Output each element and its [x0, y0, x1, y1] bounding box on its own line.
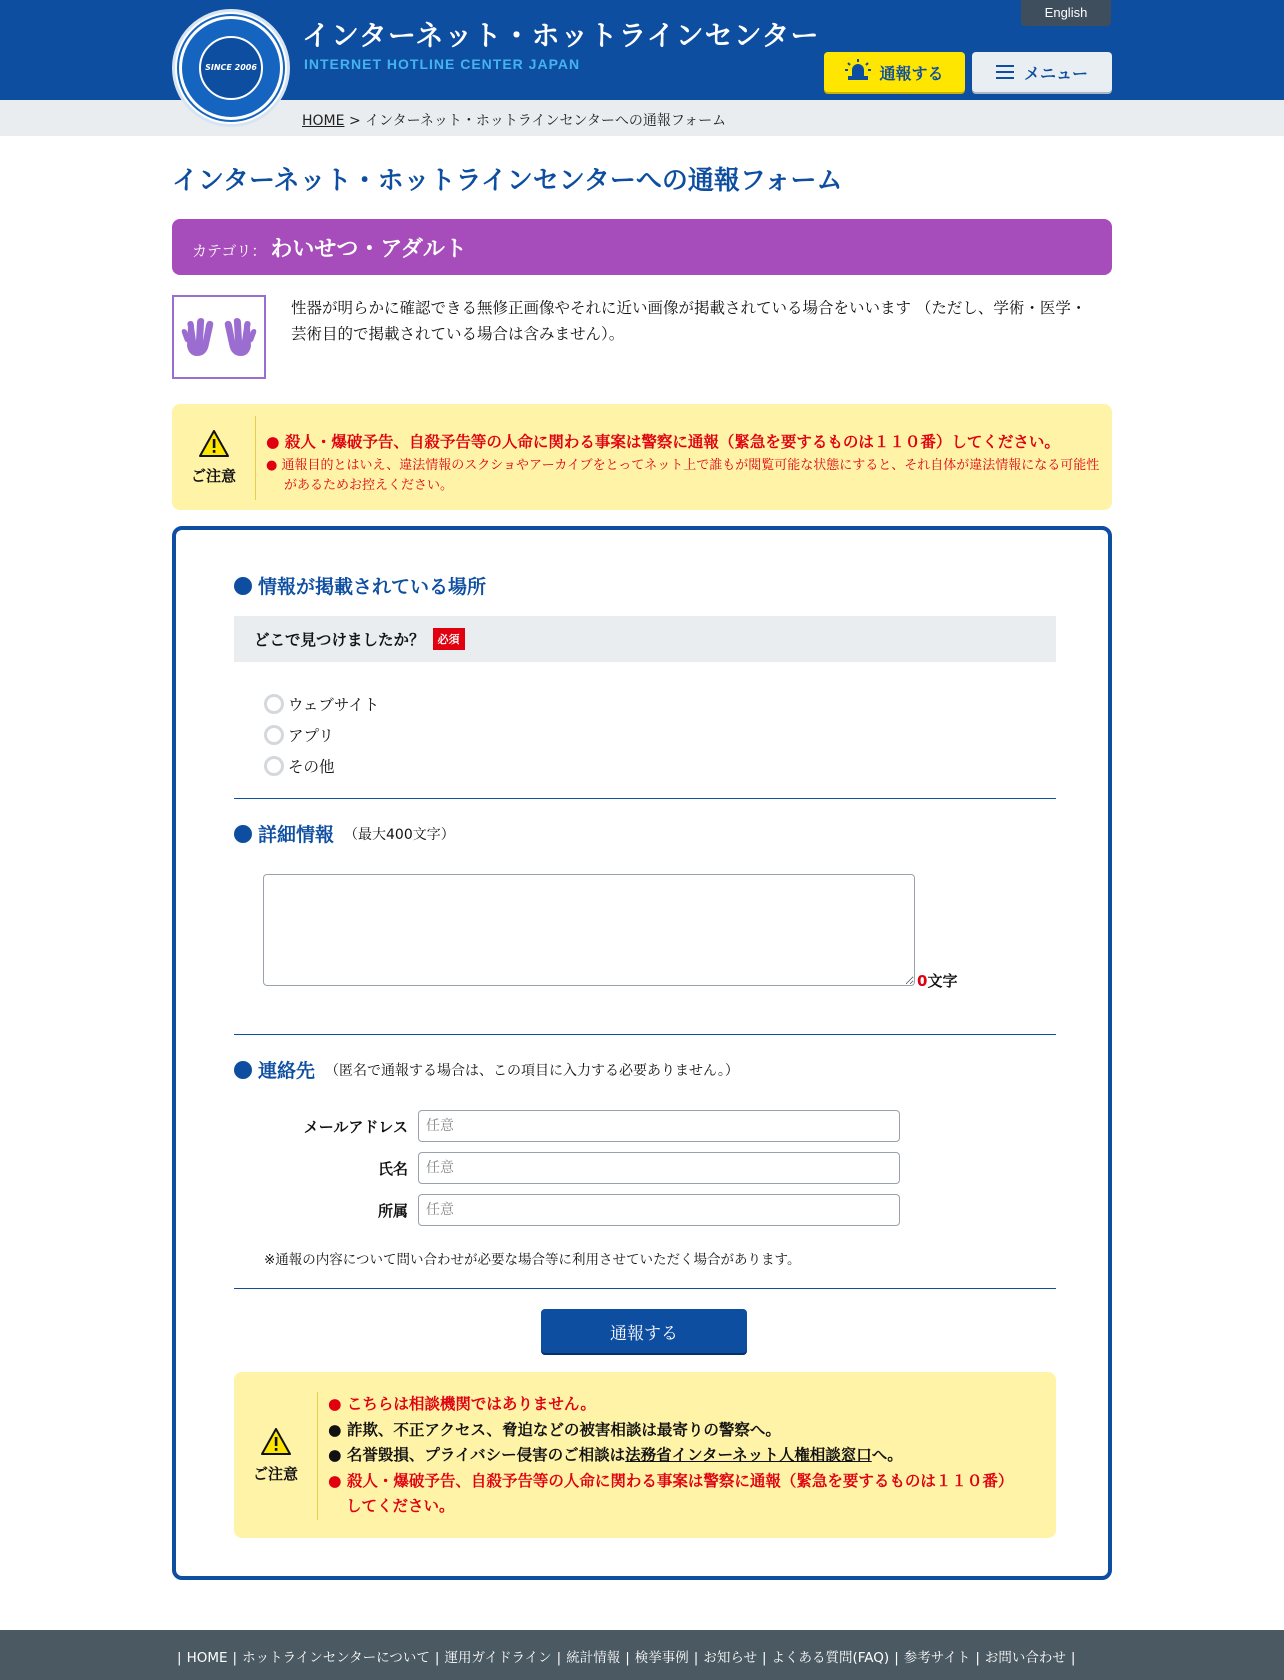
affiliation-row	[286, 1194, 900, 1226]
hamburger-icon	[996, 65, 1014, 79]
question-bar	[234, 616, 1056, 662]
detail-note: （最大400文字）	[344, 826, 455, 843]
footer-link-faq[interactable]: よくある質問(FAQ)	[771, 1650, 890, 1666]
detail-textarea[interactable]	[263, 874, 915, 986]
footer-links: | HOME | ホットラインセンターについて | 運用ガイドライン | 統計情報 | 検挙事例 | お知らせ | よくある質問(FAQ) | 参考サイト | お問い合わせ |	[177, 1650, 1076, 1666]
report-form	[172, 526, 1112, 1580]
name-field[interactable]	[418, 1152, 900, 1184]
char-unit: 文字	[927, 972, 958, 990]
caution-bottom-lines	[328, 1392, 1018, 1520]
footer-link-news[interactable]: お知らせ	[703, 1650, 757, 1666]
location-heading-text: 情報が掲載されている場所	[258, 576, 487, 598]
contact-note: （匿名で通報する場合は、この項目に入力する必要ありません。）	[325, 1062, 739, 1079]
header-report-label: 通報する	[879, 63, 944, 83]
header-report-button[interactable]	[824, 52, 965, 92]
radio-other[interactable]	[264, 750, 379, 781]
location-radio-group	[264, 688, 379, 781]
radio-circle[interactable]	[264, 725, 284, 745]
footer-link-contact[interactable]: お問い合わせ	[984, 1650, 1066, 1666]
caution-line-police: ● 殺人・爆破予告、自殺予告等の人命に関わる事案は警察に通報（緊急を要するものは１１０番）してください。	[266, 433, 1060, 451]
name-row	[286, 1152, 900, 1184]
name-label: 氏名	[377, 1159, 408, 1178]
caution-label-text: ご注意	[252, 1465, 298, 1483]
radio-label: アプリ	[288, 726, 334, 745]
menu-label: メニュー	[1023, 63, 1088, 83]
breadcrumb-separator: >	[348, 113, 361, 129]
caution-defamation-pre: ● 名誉毀損、プライバシー侵害のご相談は	[328, 1446, 626, 1465]
site-subtitle: INTERNET HOTLINE CENTER JAPAN	[304, 56, 581, 72]
bullet-icon	[234, 825, 252, 843]
question-text: どこで見つけましたか？	[254, 631, 425, 649]
submit-button[interactable]: 通報する	[541, 1309, 747, 1353]
contact-heading-text: 連絡先	[258, 1060, 316, 1082]
radio-website[interactable]	[264, 688, 379, 719]
section-divider	[234, 1034, 1056, 1035]
footer-link-about[interactable]: ホットラインセンターについて	[242, 1650, 430, 1666]
page-title: インターネット・ホットラインセンターへの通報フォーム	[172, 166, 843, 196]
site-logo[interactable]	[172, 9, 290, 127]
contact-heading	[234, 1056, 739, 1083]
bullet-icon	[234, 577, 252, 595]
caution-fraud-police: ● 詐欺、不正アクセス、脅迫などの被害相談は最寄りの警察へ。	[328, 1420, 781, 1439]
caution-box-bottom	[234, 1372, 1056, 1538]
affiliation-field[interactable]	[418, 1194, 900, 1226]
caution-box-top	[172, 404, 1112, 510]
category-bar	[172, 219, 1112, 275]
radio-label: その他	[288, 757, 335, 776]
warning-icon	[199, 430, 229, 461]
breadcrumb-current: インターネット・ホットラインセンターへの通報フォーム	[365, 113, 727, 129]
human-rights-link[interactable]: 法務省インターネット人権相談窓口	[625, 1446, 872, 1465]
logo-ring-text: SINCE 2006	[199, 36, 263, 100]
email-field[interactable]	[418, 1110, 900, 1142]
char-counter	[917, 970, 957, 991]
english-link[interactable]: English	[1021, 0, 1111, 26]
caution-label	[234, 1392, 318, 1520]
caution-not-consult: ● こちらは相談機関ではありません。	[328, 1395, 596, 1413]
logo-emblem	[179, 16, 283, 120]
caution-lines	[266, 430, 1102, 496]
breadcrumb	[302, 110, 726, 130]
category-label: カテゴリ：	[192, 241, 267, 260]
hands-icon	[172, 295, 266, 379]
footer-link-home[interactable]: HOME	[186, 1650, 228, 1666]
bullet-icon	[234, 1061, 252, 1079]
site-footer	[0, 1630, 1284, 1680]
email-row	[286, 1110, 900, 1142]
radio-label: ウェブサイト	[288, 695, 380, 714]
radio-circle[interactable]	[264, 694, 284, 714]
affiliation-label: 所属	[377, 1201, 408, 1220]
email-label: メールアドレス	[303, 1117, 408, 1136]
category-value: わいせつ・アダルト	[270, 236, 467, 262]
siren-icon	[845, 59, 871, 85]
detail-heading-text: 詳細情報	[258, 824, 335, 846]
footer-link-reference[interactable]: 参考サイト	[903, 1650, 971, 1666]
inquiry-note: ※通報の内容について問い合わせが必要な場合等に利用させていただく場合があります。	[264, 1252, 801, 1268]
caution-defamation-post: へ。	[871, 1446, 903, 1465]
char-count: 0	[917, 972, 928, 990]
breadcrumb-home-link[interactable]: HOME	[302, 113, 345, 129]
caution-label	[172, 416, 256, 500]
menu-button[interactable]	[972, 52, 1112, 92]
section-divider	[234, 1288, 1056, 1289]
caution-label-text: ご注意	[190, 467, 236, 485]
footer-link-cases[interactable]: 検挙事例	[634, 1650, 689, 1666]
site-title[interactable]: インターネット・ホットラインセンター	[302, 19, 820, 52]
category-description: 性器が明らかに確認できる無修正画像やそれに近い画像が掲載されている場合をいいます （ただし、学術・医学・芸術目的で掲載されている場合は含みません）。	[291, 299, 1087, 344]
section-divider	[234, 798, 1056, 799]
warning-icon	[261, 1428, 291, 1459]
footer-link-stats[interactable]: 統計情報	[566, 1650, 621, 1666]
caution-emergency: ● 殺人・爆破予告、自殺予告等の人命に関わる事案は警察に通報（緊急を要するものは１１０番）してください。	[328, 1471, 1014, 1516]
location-heading	[234, 572, 486, 599]
detail-heading	[234, 820, 455, 847]
caution-line-screenshot: ● 通報目的とはいえ、違法情報のスクショやアーカイブをとってネット上で誰もが閲覧可能な状態にすると、それ自体が違法情報になる可能性があるためお控えください。	[266, 458, 1100, 494]
radio-app[interactable]	[264, 719, 379, 750]
required-badge: 必須	[433, 628, 465, 650]
radio-circle[interactable]	[264, 756, 284, 776]
caution-defamation	[328, 1443, 1018, 1469]
footer-link-guideline[interactable]: 運用ガイドライン	[444, 1650, 552, 1666]
